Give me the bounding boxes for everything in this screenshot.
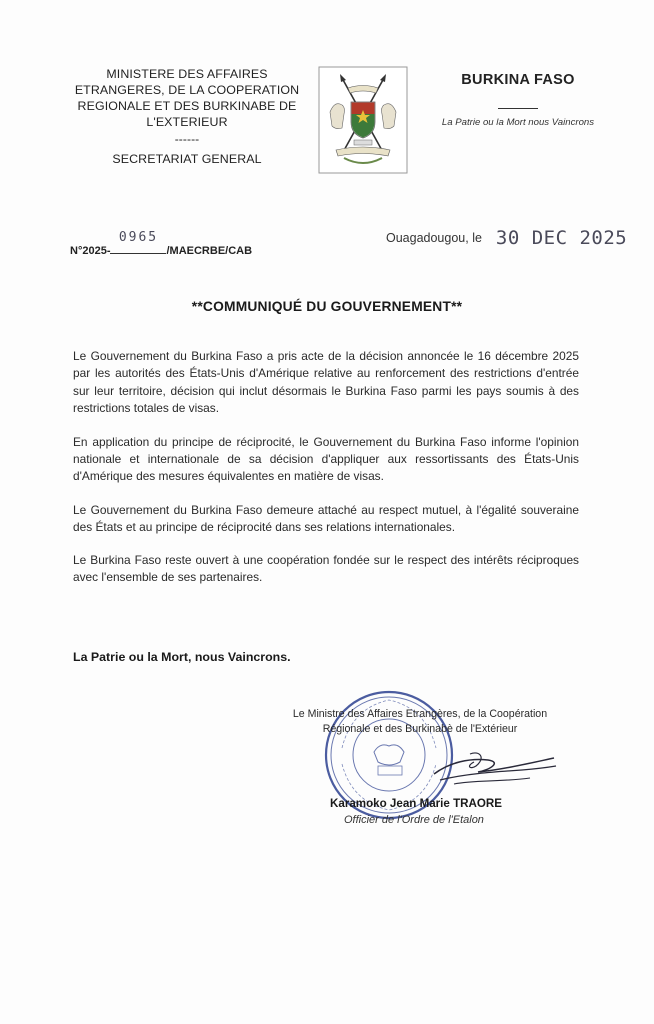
country-name: BURKINA FASO [461, 72, 575, 88]
reference-prefix: N°2025- [70, 245, 111, 257]
ministry-line: REGIONALE ET DES BURKINABE DE [77, 99, 297, 113]
date-city: Ouagadougou, le [386, 231, 482, 245]
minister-order: Officier de l'Ordre de l'Etalon [344, 814, 484, 826]
secretariat-label: SECRETARIAT GENERAL [112, 152, 262, 166]
country-header [430, 72, 606, 128]
ministry-line: MINISTERE DES AFFAIRES [106, 67, 268, 81]
body-paragraph: Le Gouvernement du Burkina Faso demeure attaché au respect mutuel, à l'égalité souveraine des États et au principe de réciprocité dans ses relations internationales. [73, 502, 579, 535]
communique-title: **COMMUNIQUÉ DU GOUVERNEMENT** [191, 299, 463, 314]
body-paragraph: Le Gouvernement du Burkina Faso a pris acte de la décision annoncée le 16 décembre 2025 par les autorités des États-Unis d'Amérique relative au renforcement des restrictions d'entrée sur leur territoire, décision qui inclut désormais le Burkina Faso parmi les pays soumis à des restrictions totales de visas. [73, 349, 579, 416]
communique-body [73, 348, 579, 602]
ministry-line: ETRANGERES, DE LA COOPERATION [74, 83, 300, 97]
ministry-header [62, 66, 312, 167]
body-paragraph: En application du principe de réciprocité, le Gouvernement du Burkina Faso informe l'opinion nationale et internationale de sa décision d'appliquer aux ressortissants des États-Unis d'Amérique des mesures équivalentes en matière de visas. [73, 434, 579, 484]
minister-name: Karamoko Jean Marie TRAORE [330, 797, 503, 810]
reference-blank [110, 230, 166, 254]
reference-number [70, 230, 253, 257]
national-motto: La Patrie ou la Mort nous Vaincrons [441, 117, 595, 128]
body-paragraph: Le Burkina Faso reste ouvert à une coopération fondée sur le respect des intérêts réciproques avec l'ensemble de ses partenaires. [73, 552, 579, 585]
date-stamp: 30 DEC 2025 [495, 227, 628, 249]
minister-title-line: Régionale et des Burkinabè de l'Extérieur [322, 722, 518, 735]
header-separator: ------ [174, 132, 200, 146]
ministry-line: L'EXTERIEUR [146, 115, 228, 129]
reference-suffix: /MAECRBE/CAB [166, 245, 253, 257]
handwritten-signature-icon [430, 744, 560, 794]
country-rule [498, 108, 538, 109]
reference-stamped-number: 0965 [118, 230, 159, 245]
date-line [386, 227, 626, 249]
minister-title-line: Le Ministre des Affaires Etrangères, de la Coopération [292, 708, 548, 720]
minister-title [278, 707, 562, 736]
closing-motto: La Patrie ou la Mort, nous Vaincrons. [73, 650, 291, 664]
coat-of-arms-icon [318, 66, 408, 174]
